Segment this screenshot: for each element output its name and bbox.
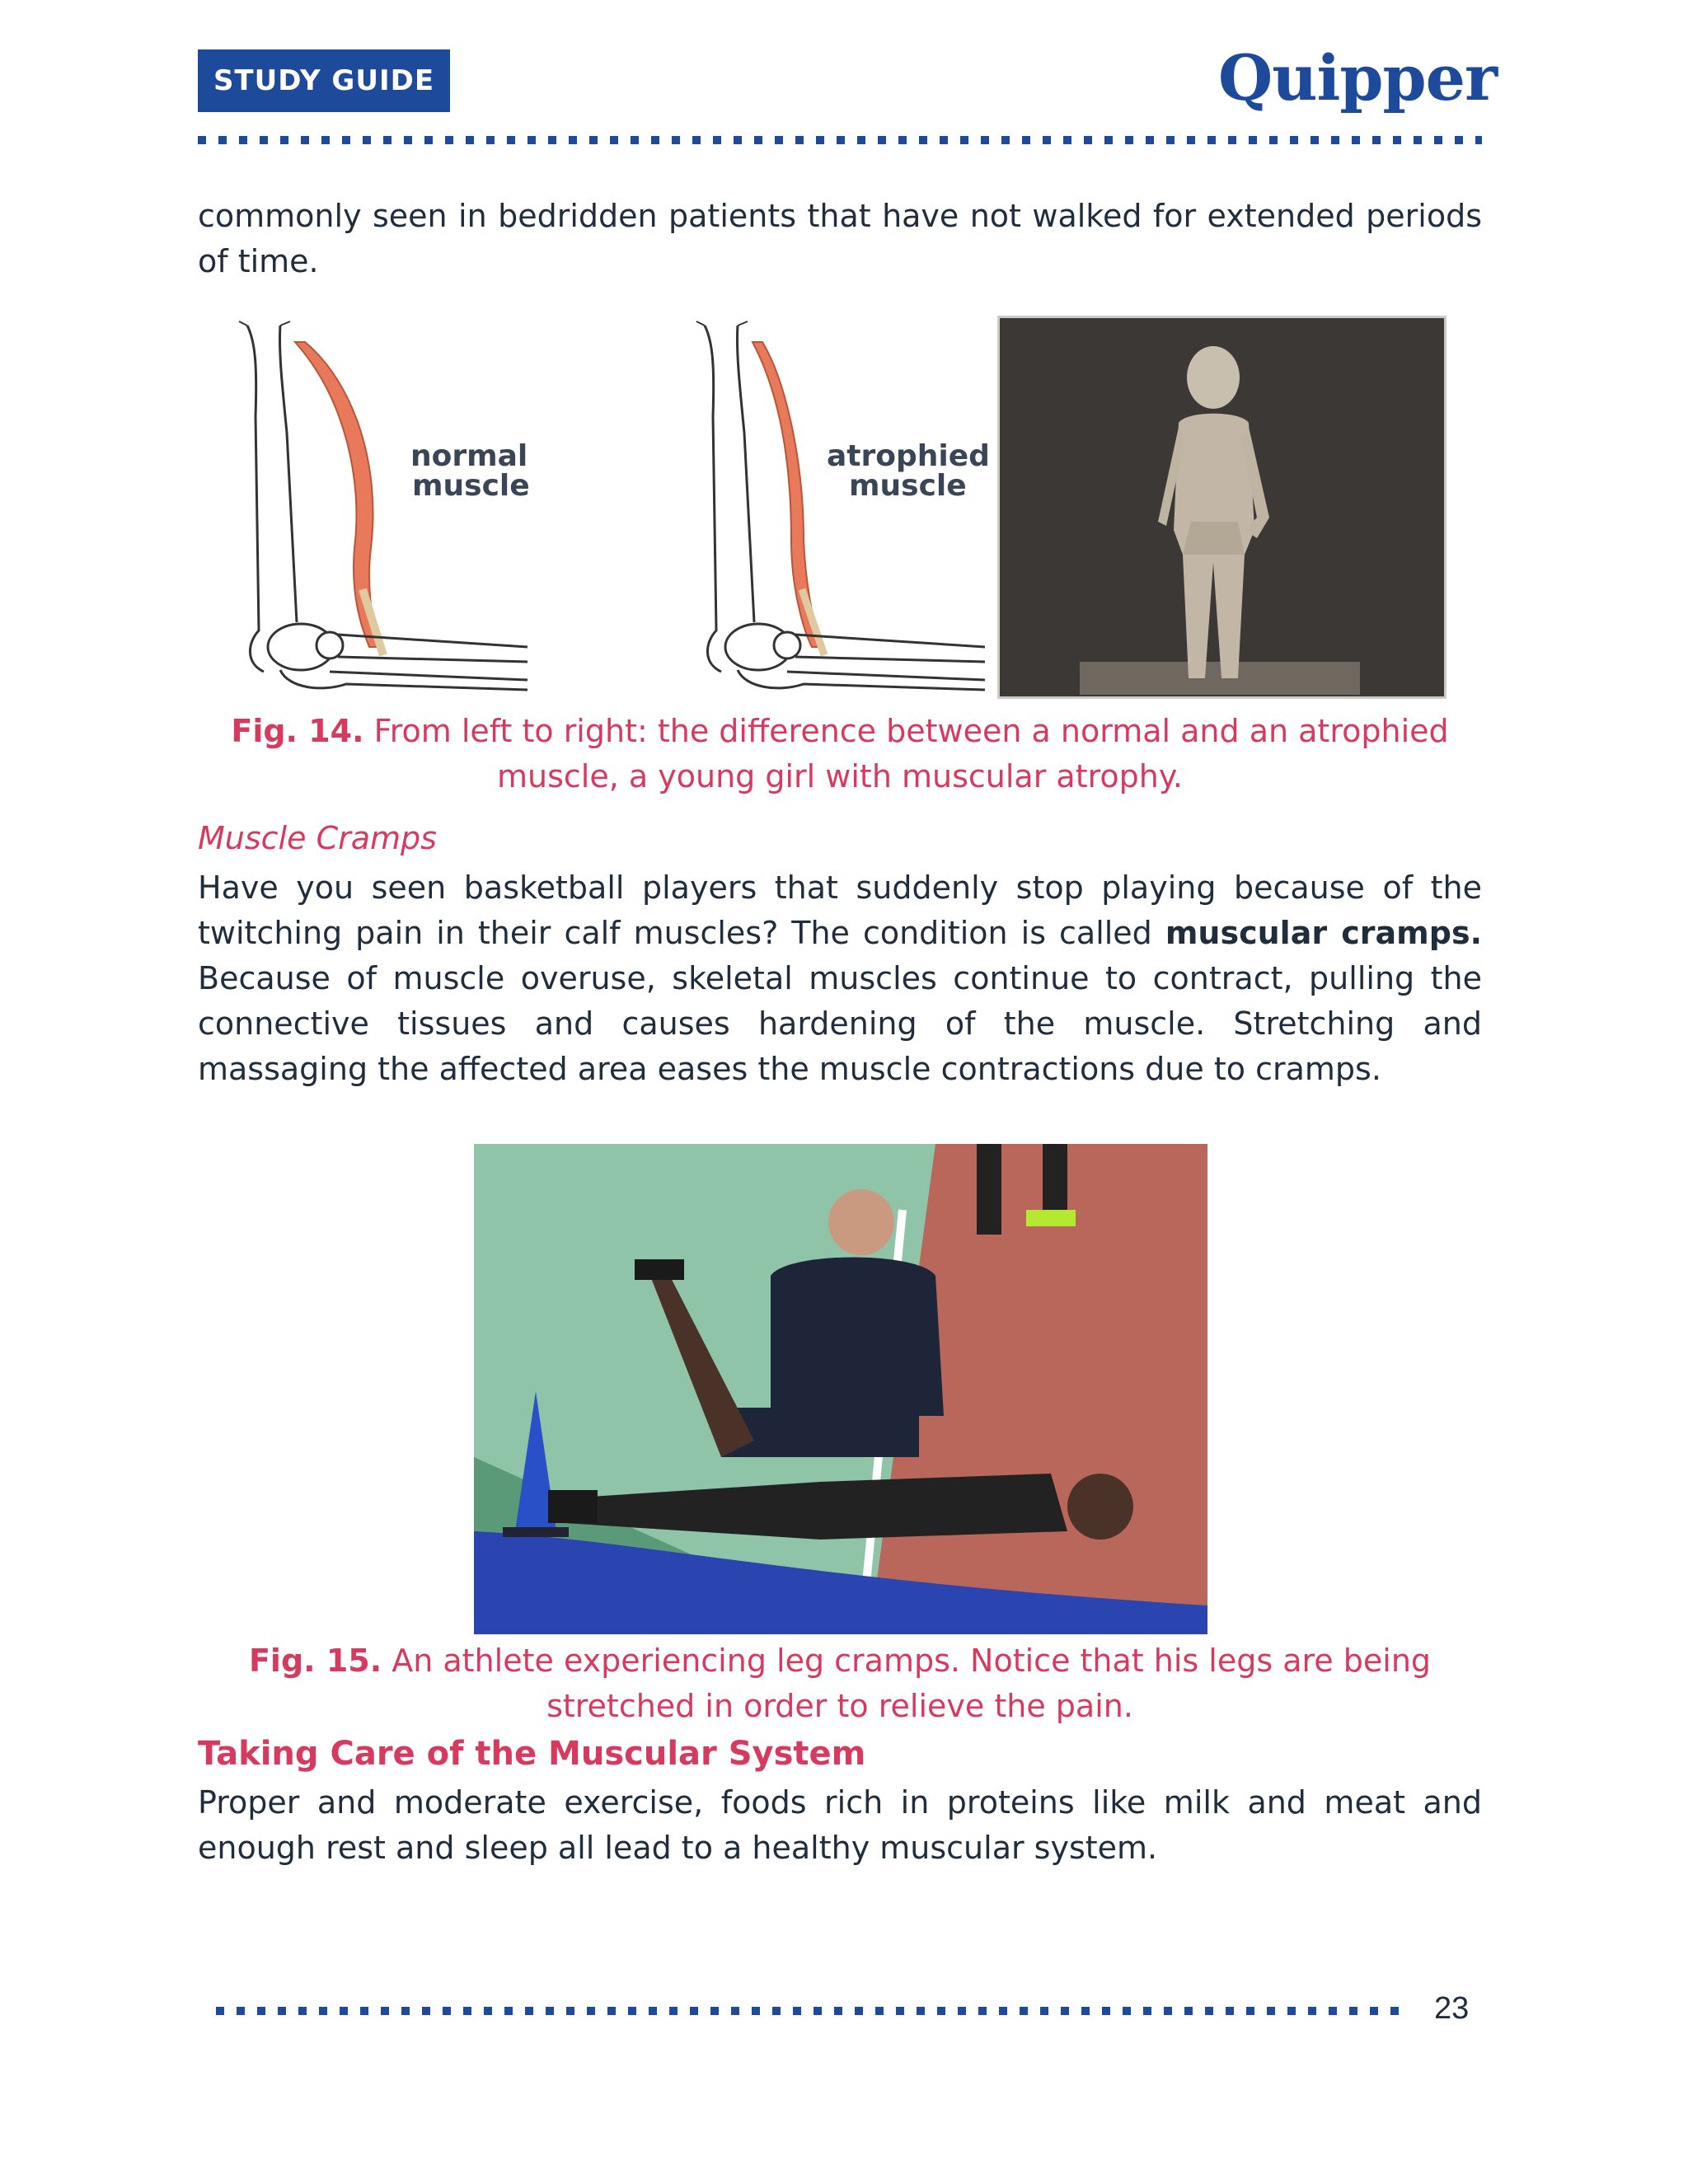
fig15-caption-text: An athlete experiencing leg cramps. Notice that his legs are being stretched in order to relieve the pain. (382, 1643, 1432, 1724)
care-paragraph: Proper and moderate exercise, foods rich in proteins like milk and meat and enough rest and sleep all lead to a healthy muscular system. (198, 1784, 1482, 1866)
label-atrophied-line2: muscle (849, 469, 967, 503)
label-atrophied-line1: atrophied (827, 439, 990, 473)
athlete-cramp-photo (474, 1144, 1207, 1634)
label-normal-line2: muscle (412, 469, 530, 503)
page-number: 23 (1434, 1991, 1470, 2026)
cramps-para-part2: Because of muscle overuse, skeletal muscles continue to contract, pulling the connective tissues and causes hardening of the muscle. Stretching and massaging the affected area eases the muscle contractions due to cramps. (198, 960, 1482, 1087)
intro-paragraph: commonly seen in bedridden patients that have not walked for extended periods of time. (198, 198, 1482, 279)
normal-muscle-diagram (231, 317, 536, 696)
fig14-caption-text: From left to right: the difference between a normal and an atrophied muscle, a young girl with muscular atrophy. (363, 713, 1449, 794)
fig15-caption-label: Fig. 15. (248, 1643, 382, 1679)
label-normal-line1: normal (410, 439, 528, 473)
header-divider (198, 136, 1482, 144)
atrophied-muscle-diagram (688, 317, 993, 696)
badge-label: STUDY GUIDE (213, 64, 435, 97)
footer-divider (216, 2007, 1403, 2015)
muscle-cramps-paragraph (198, 865, 1482, 1092)
brand-logo: Quipper (1217, 41, 1497, 115)
fig14-caption-label: Fig. 14. (231, 713, 364, 749)
fig15-caption (198, 1638, 1482, 1729)
cramps-para-part1: Have you seen basketball players that suddenly stop playing because of the twitching pain in their calf muscles? The condition is called (198, 869, 1482, 951)
care-heading: Taking Care of the Muscular System (198, 1735, 866, 1773)
muscle-cramps-heading: Muscle Cramps (198, 820, 437, 856)
atrophy-girl-photo (997, 316, 1447, 699)
cramps-para-bold: muscular cramps. (1165, 915, 1482, 951)
fig14-caption (198, 709, 1482, 799)
study-guide-badge (198, 49, 450, 112)
